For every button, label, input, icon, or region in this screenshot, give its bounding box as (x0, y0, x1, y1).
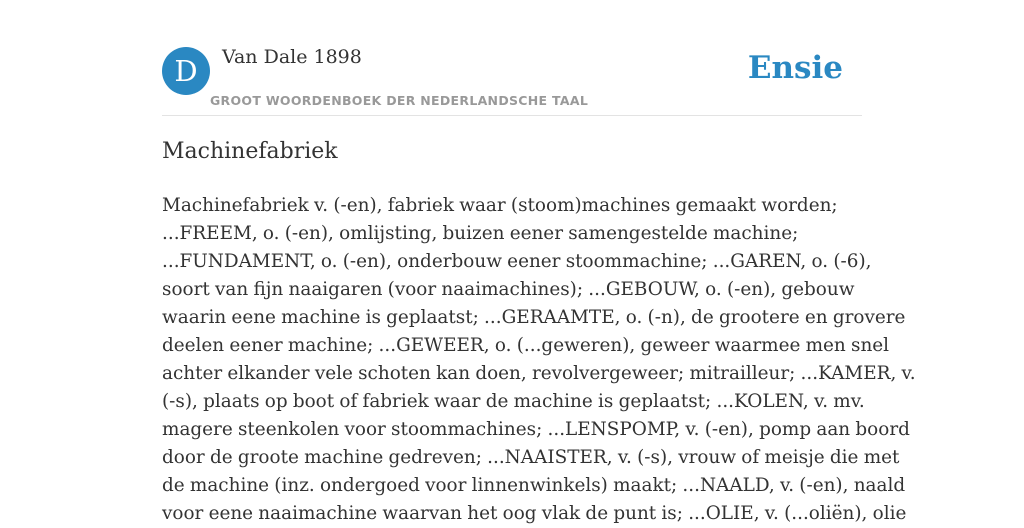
definition-line: ...FUNDAMENT, o. (-en), onderbouw eener stoommachine; ...GAREN, o. (-6), (162, 251, 872, 272)
definition-line: de machine (inz. ondergoed voor linnenwinkels) maakt; ...NAALD, v. (-en), naald (162, 475, 906, 496)
dictionary-header (162, 46, 862, 116)
entry-headword: Machinefabriek (162, 139, 338, 164)
definition-line: soort van fijn naaigaren (voor naaimachines); ...GEBOUW, o. (-en), gebouw (162, 279, 855, 300)
definition-line: door de groote machine gedreven; ...NAAISTER, v. (-s), vrouw of meisje die met (162, 447, 900, 468)
definition-line: deelen eener machine; ...GEWEER, o. (...geweren), geweer waarmee men snel (162, 335, 890, 356)
definition-line: (-s), plaats op boot of fabriek waar de machine is geplaatst; ...KOLEN, v. mv. (162, 391, 865, 412)
definition-line: magere steenkolen voor stoommachines; ...LENSPOMP, v. (-en), pomp aan boord (162, 419, 910, 440)
definition-line: ...FREEM, o. (-en), omlijsting, buizen eener samengestelde machine; (162, 223, 799, 244)
definition-line: voor eene naaimachine waarvan het oog vlak de punt is; ...OLIE, v. (...oliën), olie (162, 503, 907, 524)
dictionary-logo-icon[interactable]: D (162, 47, 210, 95)
ensie-logo-link[interactable]: Ensie (747, 50, 843, 86)
dictionary-subtitle: GROOT WOORDENBOEK DER NEDERLANDSCHE TAAL (210, 93, 589, 108)
definition-line: waarin eene machine is geplaatst; ...GERAAMTE, o. (-n), de grootere en grovere (162, 307, 906, 328)
entry-definition (162, 192, 916, 528)
dictionary-title[interactable]: Van Dale 1898 (222, 46, 362, 68)
definition-line: Machinefabriek v. (-en), fabriek waar (stoom)machines gemaakt worden; (162, 195, 838, 216)
definition-line: achter elkander vele schoten kan doen, revolvergeweer; mitrailleur; ...KAMER, v. (162, 363, 916, 384)
